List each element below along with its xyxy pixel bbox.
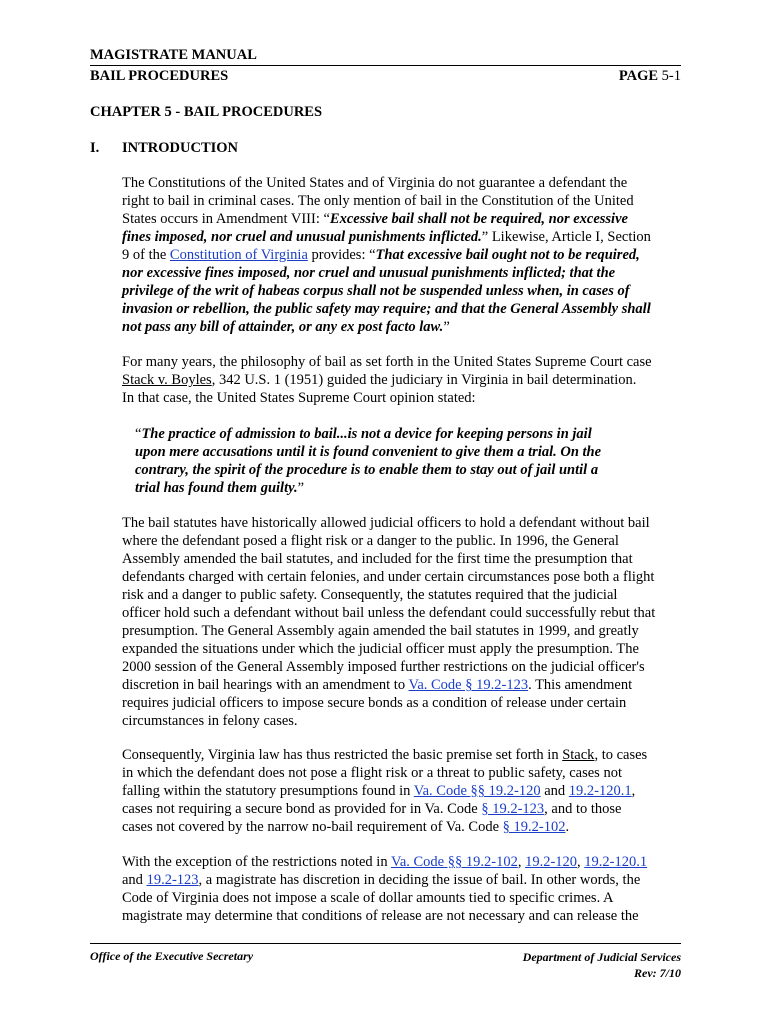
va-code-19-2-123-link[interactable]: § 19.2-123 bbox=[481, 801, 545, 817]
text-run: . This amendment bbox=[528, 677, 633, 693]
text-run: and bbox=[122, 872, 147, 888]
text-run: , a magistrate has discretion in deciding the issue of bail. In other words, the bbox=[198, 872, 641, 888]
text-run: falling within the statutory presumptions found in bbox=[122, 783, 414, 799]
text-line: In that case, the United States Supreme Court opinion stated: bbox=[122, 390, 476, 406]
va-code-19-2-102-link[interactable]: Va. Code §§ 19.2-102 bbox=[390, 854, 518, 870]
quote-line bbox=[135, 479, 675, 497]
case-name: Stack bbox=[562, 747, 595, 763]
text-line: defendants charged with certain felonies, and under certain circumstances pose both a flight bbox=[122, 569, 655, 585]
text-line: expanded the situations under which the judicial officer must apply the presumption. The bbox=[122, 641, 639, 657]
text-run: ” bbox=[297, 480, 305, 496]
footer-department: Department of Judicial Services bbox=[522, 950, 681, 964]
va-code-19-2-120-link[interactable]: 19.2-120 bbox=[525, 854, 578, 870]
va-code-19-2-120-1-link[interactable]: 19.2-120.1 bbox=[568, 783, 632, 799]
text-line: The bail statutes have historically allowed judicial officers to hold a defendant without bail bbox=[122, 515, 650, 531]
text-run: discretion in bail hearings with an amendment to bbox=[122, 677, 409, 693]
text-line: Code of Virginia does not impose a scale of dollar amounts tied to specific crimes. A bbox=[122, 890, 614, 906]
header-rule bbox=[90, 65, 681, 66]
manual-title: MAGISTRATE MANUAL bbox=[90, 47, 257, 63]
article-quote: not pass any bill of attainder, or any ex post facto law. bbox=[122, 319, 444, 335]
text-line bbox=[122, 853, 682, 871]
article-quote-line: privilege of the writ of habeas corpus shall not be suspended unless when, in cases of bbox=[122, 283, 630, 299]
va-code-19-2-102-link[interactable]: § 19.2-102 bbox=[502, 819, 566, 835]
text-run: Consequently, Virginia law has thus restricted the basic premise set forth in bbox=[122, 747, 563, 763]
text-line: circumstances in felony cases. bbox=[122, 713, 298, 729]
text-line bbox=[122, 246, 682, 264]
amendment-quote: Excessive bail shall not be required, nor excessive bbox=[329, 211, 628, 227]
paragraph-consequently bbox=[122, 746, 682, 836]
footer-office: Office of the Executive Secretary bbox=[90, 949, 254, 963]
text-run: 9 of the bbox=[122, 247, 170, 263]
text-line: in which the defendant does not pose a flight risk or a threat to public safety, cases not bbox=[122, 765, 622, 781]
page-label: PAGE bbox=[618, 68, 659, 84]
supreme-court-quote bbox=[135, 425, 675, 497]
text-run: , bbox=[517, 854, 526, 870]
section-title: INTRODUCTION bbox=[122, 140, 239, 156]
text-run: . bbox=[565, 819, 570, 835]
section-number: I. bbox=[90, 140, 100, 156]
text-run: , 342 U.S. 1 (1951) guided the judiciary in Virginia in bail determination. bbox=[211, 372, 637, 388]
text-run: and bbox=[540, 783, 569, 799]
section-title-header: BAIL PROCEDURES bbox=[90, 68, 229, 84]
text-line: risk and a danger to public safety. Consequently, the statutes required that the judicial bbox=[122, 587, 618, 603]
text-line bbox=[122, 318, 682, 336]
text-line bbox=[122, 746, 682, 764]
paragraph-stack-v-boyles bbox=[122, 353, 682, 407]
article-quote: That excessive bail ought not to be required, bbox=[375, 247, 640, 263]
article-quote-line: nor excessive fines imposed, nor cruel and unusual punishments inflicted; that the bbox=[122, 265, 616, 281]
text-line: The Constitutions of the United States and of Virginia do not guarantee a defendant the bbox=[122, 175, 628, 191]
text-line: For many years, the philosophy of bail as set forth in the United States Supreme Court case bbox=[122, 354, 652, 370]
text-run: , bbox=[577, 854, 585, 870]
text-line: 2000 session of the General Assembly imposed further restrictions on the judicial officer's bbox=[122, 659, 645, 675]
article-quote-line: invasion or rebellion, the public safety may require; and that the General Assembly shall bbox=[122, 301, 651, 317]
va-code-19-2-120-1-link[interactable]: 19.2-120.1 bbox=[584, 854, 648, 870]
page-number bbox=[619, 68, 681, 85]
page-number-value: 5-1 bbox=[661, 68, 681, 84]
text-run: With the exception of the restrictions noted in bbox=[122, 854, 391, 870]
text-line bbox=[122, 782, 682, 800]
constitution-of-virginia-link[interactable]: Constitution of Virginia bbox=[169, 247, 308, 263]
paragraph-constitutions bbox=[122, 174, 682, 336]
va-code-19-2-120-link[interactable]: Va. Code §§ 19.2-120 bbox=[413, 783, 541, 799]
text-line: magistrate may determine that conditions of release are not necessary and can release the bbox=[122, 908, 639, 924]
text-line: presumption. The General Assembly again amended the bail statutes in 1999, and greatly bbox=[122, 623, 639, 639]
chapter-heading: CHAPTER 5 - BAIL PROCEDURES bbox=[90, 104, 323, 120]
quote-text: trial has found them guilty. bbox=[135, 480, 298, 496]
quote-line bbox=[135, 425, 675, 443]
va-code-19-2-123-link[interactable]: Va. Code § 19.2-123 bbox=[408, 677, 529, 693]
text-run: provides: “ bbox=[307, 247, 376, 263]
text-line bbox=[122, 371, 682, 389]
text-line bbox=[122, 871, 682, 889]
text-run: , bbox=[631, 783, 636, 799]
text-line bbox=[122, 818, 682, 836]
text-line bbox=[122, 210, 682, 228]
text-run: ” bbox=[443, 319, 450, 335]
quote-line: upon mere accusations until it is found convenient to give them a trial. On the bbox=[135, 444, 602, 460]
paragraph-bail-statutes bbox=[122, 514, 682, 730]
text-line bbox=[122, 228, 682, 246]
text-run: , and to those bbox=[544, 801, 622, 817]
footer-revision: Rev: 7/10 bbox=[634, 966, 681, 980]
text-line bbox=[122, 800, 682, 818]
quote-text: The practice of admission to bail...is not a device for keeping persons in jail bbox=[141, 426, 592, 442]
paragraph-exception bbox=[122, 853, 682, 925]
text-run: “ bbox=[135, 426, 142, 442]
text-line: right to bail in criminal cases. The only mention of bail in the Constitution of the United bbox=[122, 193, 634, 209]
text-run: cases not requiring a secure bond as provided for in Va. Code bbox=[122, 801, 482, 817]
text-line: where the defendant posed a flight risk or a danger to the public. In 1996, the General bbox=[122, 533, 619, 549]
text-line: officer hold such a defendant without bail unless the defendant could successfully rebut that bbox=[122, 605, 656, 621]
text-line: Assembly amended the bail statutes, and included for the first time the presumption that bbox=[122, 551, 633, 567]
text-line: requires judicial officers to impose secure bonds as a condition of release under certain bbox=[122, 695, 627, 711]
footer-right bbox=[523, 949, 681, 981]
text-line bbox=[122, 676, 682, 694]
quote-line: contrary, the spirit of the procedure is to enable them to stay out of jail until a bbox=[135, 462, 599, 478]
text-run: ” Likewise, Article I, Section bbox=[481, 229, 651, 245]
text-run: cases not covered by the narrow no-bail requirement of Va. Code bbox=[122, 819, 503, 835]
footer-rule bbox=[90, 943, 681, 944]
va-code-19-2-123-link[interactable]: 19.2-123 bbox=[146, 872, 199, 888]
case-name: Stack v. Boyles bbox=[122, 372, 212, 388]
amendment-quote: fines imposed, nor cruel and unusual punishments inflicted. bbox=[122, 229, 482, 245]
text-run: , to cases bbox=[594, 747, 648, 763]
text-run: States occurs in Amendment VIII: “ bbox=[122, 211, 330, 227]
